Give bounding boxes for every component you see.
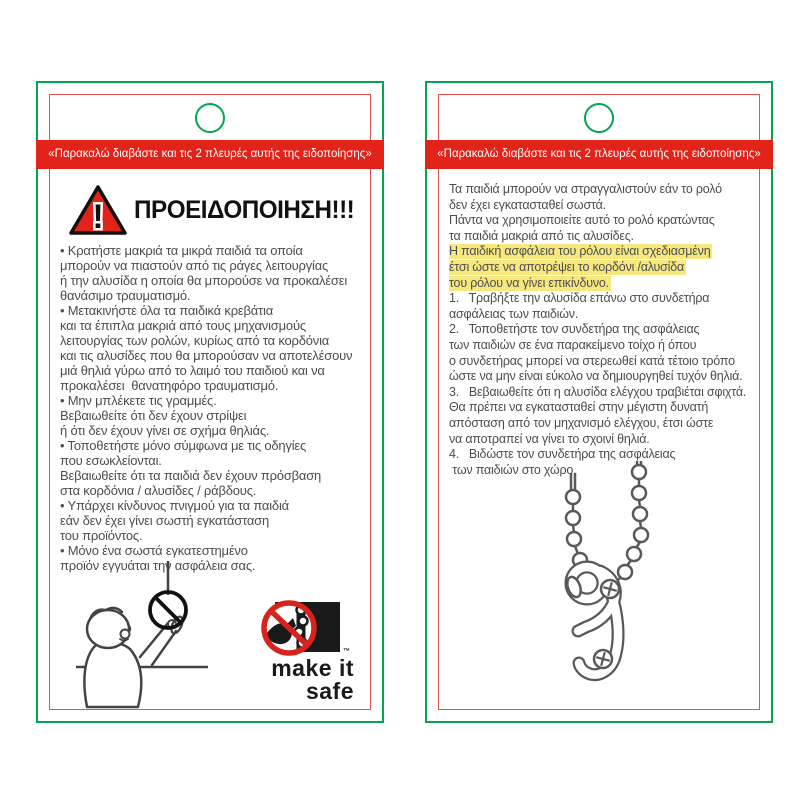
text-line: προϊόν εγγυάται την ασφάλεια σας. bbox=[60, 558, 256, 573]
hang-hole bbox=[195, 103, 225, 133]
text-line: Βεβαιωθείτε ότι δεν έχουν στρίψει bbox=[60, 408, 247, 423]
text-line: ή την αλυσίδα η οποία θα μπορούσε να προκαλέσει bbox=[60, 273, 348, 288]
text-line: του προϊόντος. bbox=[60, 528, 143, 543]
front-body-text bbox=[60, 243, 352, 573]
text-line: προκαλέσει θανατηφόρο τραυματισμό. bbox=[60, 378, 279, 393]
make-it-safe-logo-icon bbox=[257, 597, 357, 659]
text-line: έτσι ώστε να αποτρέψει το κορδόνι /αλυσίδα bbox=[449, 259, 685, 274]
back-body-text bbox=[449, 182, 746, 478]
text-line: και τα έπιπλα μακριά από τους μηχανισμούς bbox=[60, 318, 306, 333]
warning-triangle-icon bbox=[68, 183, 128, 237]
text-line: μπορούν να πιαστούν από τις ράγες λειτουργίας bbox=[60, 258, 329, 273]
text-line: ώστε να μην είναι εύκολο να δημιουργηθεί τυχόν θηλιά. bbox=[449, 369, 743, 384]
text-line: εάν δεν έχει γίνει σωστή εγκατάσταση bbox=[60, 513, 270, 528]
text-line: θανάσιμο τραυματισμό. bbox=[60, 288, 191, 303]
chain-tensioner-illustration bbox=[547, 461, 707, 711]
banner-front bbox=[36, 140, 384, 169]
text-line: Βεβαιωθείτε ότι τα παιδιά δεν έχουν πρόσβαση bbox=[60, 468, 322, 483]
text-line: • Μετακινήστε όλα τα παιδικά κρεβάτια bbox=[60, 303, 274, 318]
text-line: στα κορδόνια / αλυσίδες / ράβδους. bbox=[60, 483, 257, 498]
screw-icon bbox=[601, 580, 619, 598]
text-line: του ρόλου να γίνει επικίνδυνο. bbox=[449, 275, 609, 290]
text-line: 2. Τοποθετήστε τον συνδετήρα της ασφάλειας bbox=[449, 322, 700, 337]
text-line: 3. Βεβαιωθείτε ότι η αλυσίδα ελέγχου τραβιέται σφιχτά. bbox=[449, 384, 747, 399]
text-line: 4. Βιδώστε τον συνδετήρα της ασφάλειας bbox=[449, 447, 676, 462]
trademark-symbol: ™ bbox=[343, 648, 350, 655]
text-line: και τις αλυσίδες που θα μπορούσαν να αποτελέσουν bbox=[60, 348, 353, 363]
text-line: που εσωκλείονται. bbox=[60, 453, 162, 468]
text-line: μιά θηλιά γύρω από το λαιμό του παιδιού και να bbox=[60, 363, 325, 378]
text-line: • Υπάρχει κίνδυνος πνιγμού για τα παιδιά bbox=[60, 498, 289, 513]
warning-heading: ΠΡΟΕΙΔΟΠΟΙΗΣΗ!!! bbox=[134, 195, 355, 224]
banner-text: «Παρακαλώ διαβάστε και τις 2 πλευρές αυτής της ειδοποίησης» bbox=[437, 148, 761, 160]
hang-hole bbox=[584, 103, 614, 133]
banner-text: «Παρακαλώ διαβάστε και τις 2 πλευρές αυτής της ειδοποίησης» bbox=[48, 148, 372, 160]
text-line: τα παιδιά μακριά από τις αλυσίδες. bbox=[449, 228, 634, 243]
text-line: • Μην μπλέκετε τις γραμμές. bbox=[60, 393, 217, 408]
logo-line1: make it bbox=[271, 655, 354, 681]
text-line: ο συνδετήρας μπορεί να στερεωθεί κατά τέτοιο τρόπο bbox=[449, 353, 735, 368]
text-line: δεν έχει εγκατασταθεί σωστά. bbox=[449, 197, 606, 212]
text-line: • Μόνο ένα σωστά εγκατεστημένο bbox=[60, 543, 248, 558]
warning-header bbox=[68, 183, 361, 237]
text-line: Πάντα να χρησιμοποιείτε αυτό το ρολό κρατώντας bbox=[449, 213, 715, 228]
text-line: των παιδιών στο χώρο. bbox=[449, 462, 577, 477]
text-line: • Τοποθετήστε μόνο σύμφωνα με τις οδηγίες bbox=[60, 438, 307, 453]
text-line: Θα πρέπει να εγκατασταθεί στην μέγιστη δυνατή bbox=[449, 400, 709, 415]
banner-back bbox=[425, 140, 773, 169]
text-line: απόσταση από τον μηχανισμό ελέγχου, έτσι ώστε bbox=[449, 415, 714, 430]
text-line: των παιδιών σε ένα παρακείμενο τοίχο ή όπου bbox=[449, 337, 697, 352]
warning-tag-back bbox=[425, 81, 773, 723]
svg-text:!: ! bbox=[92, 198, 104, 236]
screw-icon bbox=[594, 650, 612, 668]
text-line: λειτουργίας των ρολών, κυρίως από τα κορδόνια bbox=[60, 333, 330, 348]
text-line: ή ότι δεν έχουν γίνει σε σχήμα θηλιάς. bbox=[60, 423, 270, 438]
text-line: ασφάλειας των παιδιών. bbox=[449, 306, 579, 321]
text-line: 1. Τραβήξτε την αλυσίδα επάνω στο συνδετήρα bbox=[449, 291, 710, 306]
text-line: Τα παιδιά μπορούν να στραγγαλιστούν εάν το ρολό bbox=[449, 182, 722, 196]
logo-line2: safe bbox=[305, 678, 354, 704]
warning-tag-front bbox=[36, 81, 384, 723]
logo-text bbox=[218, 657, 354, 703]
text-line: να αποτραπεί να γίνει το σχοινί θηλιά. bbox=[449, 431, 650, 446]
text-line: Η παιδική ασφάλεια του ρόλου είναι σχεδιασμένη bbox=[449, 244, 711, 259]
text-line: • Κρατήστε μακριά τα μικρά παιδιά τα οποία bbox=[60, 243, 303, 258]
